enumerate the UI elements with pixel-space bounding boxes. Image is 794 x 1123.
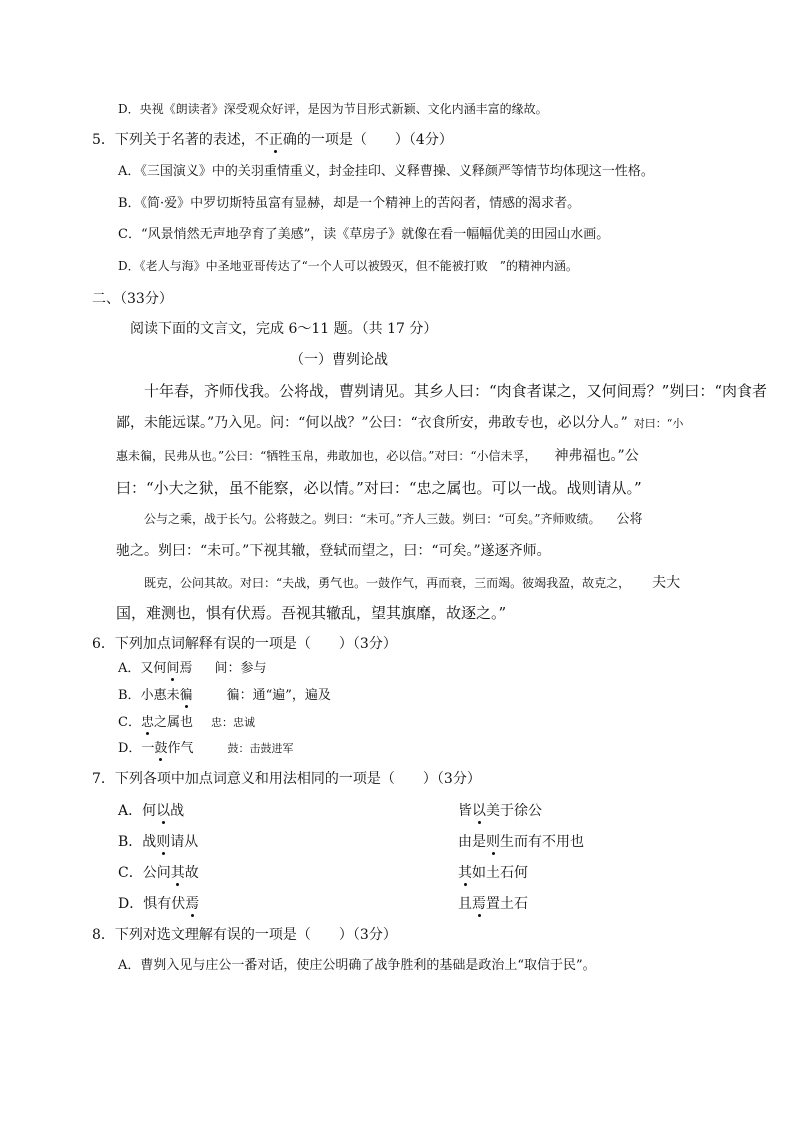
passage-line: 国，难测也，惧有伏焉。吾视其辙乱，望其旗靡，故逐之。” [116,604,507,622]
passage-line: 十年春，齐师伐我。公将战，曹刿请见。其乡人曰：“肉食者谋之，又何间焉？”刿曰：“肉食者 [144,382,768,400]
passage-line: 惠未徧，民弗从也。”公曰：“牺牲玉帛，弗敢加也，必以信。”对曰：“小信未孚， 神弗福也。”公 [116,448,639,464]
q5-option-c: C．“风景悄然无声地孕育了美感”，读《草房子》就像在看一幅幅优美的田园山水画。 [118,227,610,242]
passage-line: 公与之乘，战于长勺。公将鼓之。刿曰：“未可。”齐人三鼓。刿曰：“可矣。”齐师败绩。 公将 [144,512,643,527]
q7-option-b: B．战则请从 由是则生而有不用也 [118,834,584,850]
q4-option-d: D．央视《朗读者》深受观众好评，是因为节目形式新颖、文化内涵丰富的缘故。 [118,102,548,116]
passage-title: （一）曹刿论战 [290,352,388,368]
q6-option-b: B．小惠未徧 徧：通“遍”，遍及 [118,688,331,703]
passage-line: 驰之。刿曰：“未可。”下视其辙，登轼而望之，曰：“可矣。”遂逐齐师。 [116,543,551,559]
q5-option-a: A．《三国演义》中的关羽重情重义，封金挂印、义释曹操、义释颜严等情节均体现这一性格。 [118,164,654,179]
q8-option-a: A．曹刿入见与庄公一番对话，使庄公明确了战争胜利的基础是政治上“取信于民”。 [118,958,596,973]
q7-option-d: D．惧有伏焉 且焉置土石 [118,896,528,912]
q6-option-a: A．又何间焉 间：参与 [118,661,267,676]
passage-line: 鄙，未能远谋。”乃入见。问：“何以战？”公曰：“衣食所安，弗敢专也，必以分人。” 对曰：“小 [116,415,684,431]
q6-question-stem: 6．下列加点词解释有误的一项是（ ）（3分） [92,636,397,652]
q6-option-c: C．忠之属也 忠：忠诚 [118,715,255,730]
q5-option-b: B．《简·爱》中罗切斯特虽富有显赫，却是一个精神上的苦闷者，情感的渴求者。 [118,196,581,211]
q7-option-c: C．公问其故 其如土石何 [118,865,528,881]
q6-option-d: D．一鼓作气 鼓：击鼓进军 [118,741,294,756]
q5-question-stem: 5．下列关于名著的表述，不正确的一项是（ ）（4分） [92,132,453,148]
q8-question-stem: 8．下列对选文理解有误的一项是（ ）（3分） [92,927,397,943]
section-heading: 二、（33分） [92,291,173,307]
q5-option-d: D．《老人与海》中圣地亚哥传达了“一个人可以被毁灭，但不能被打败 ”的精神内涵。 [118,259,578,273]
passage-line: 曰：“小大之狱，虽不能察，必以情。”对曰：“忠之属也。可以一战。战则请从。” [116,479,642,497]
reading-instruction: 阅读下面的文言文，完成 6～11 题。（共 17 分） [130,321,438,337]
q7-option-a: A．何以战 皆以美于徐公 [118,803,542,819]
emphasis-dot-char: 正 [268,132,283,148]
q7-question-stem: 7．下列各项中加点词意义和用法相同的一项是（ ）（3分） [92,771,481,787]
passage-line: 既克，公问其故。对曰：“夫战，勇气也。一鼓作气，再而衰，三而竭。彼竭我盈，故克之， 夫大 [144,575,681,591]
